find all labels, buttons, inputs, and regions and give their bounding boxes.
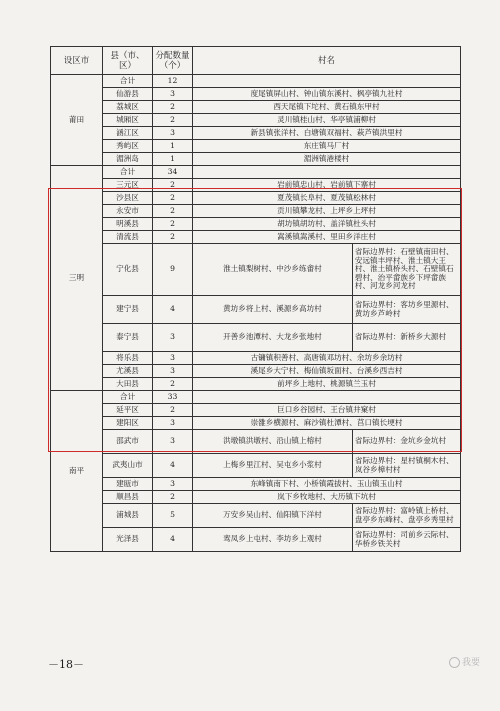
county-cell: 延平区 xyxy=(103,404,153,417)
village-cell xyxy=(193,454,461,478)
table-row xyxy=(51,324,461,352)
table-row xyxy=(51,417,461,430)
table-row xyxy=(51,528,461,552)
count-cell: 4 xyxy=(153,454,193,478)
county-cell: 涵江区 xyxy=(103,127,153,140)
county-cell: 秀屿区 xyxy=(103,140,153,153)
county-cell: 光泽县 xyxy=(103,528,153,552)
village-list: 上梅乡里江村、吴屯乡小浆村 xyxy=(193,454,353,477)
total-row xyxy=(51,391,461,404)
allocation-table xyxy=(50,46,461,552)
count-cell: 4 xyxy=(153,296,193,324)
count-cell: 9 xyxy=(153,244,193,296)
village-list: 万安乡吴山村、仙阳镇下洋村 xyxy=(193,504,353,527)
total-label: 合计 xyxy=(103,75,153,88)
table-body xyxy=(51,47,461,552)
village-cell: 西天尾镇下坨村、黄石镇东甲村 xyxy=(193,101,461,114)
watermark-text: 我要 xyxy=(461,658,480,668)
village-cell: 新县镇张洋村、白塘镇双福村、萩芦镇洪里村 xyxy=(193,127,461,140)
border-village-list: 省际边界村：金坑乡金坑村 xyxy=(354,436,446,446)
county-cell: 建阳区 xyxy=(103,417,153,430)
county-cell: 三元区 xyxy=(103,179,153,192)
total-count: 34 xyxy=(153,166,193,179)
count-cell: 1 xyxy=(153,140,193,153)
village-cell: 古镛镇积善村、高唐镇邓坊村、余坊乡余坊村 xyxy=(193,352,461,365)
county-cell: 建瓯市 xyxy=(103,478,153,491)
count-cell: 4 xyxy=(153,528,193,552)
count-cell: 2 xyxy=(153,378,193,391)
table-row xyxy=(51,430,461,454)
county-cell: 将乐县 xyxy=(103,352,153,365)
total-row xyxy=(51,166,461,179)
page-number: －18－ xyxy=(48,658,84,671)
village-cell: 崇雒乡横源村、麻沙镇杜潭村、莒口镇长埂村 xyxy=(193,417,461,430)
village-cell xyxy=(193,324,461,352)
village-list: 鸾凤乡上屯村、李坊乡上观村 xyxy=(193,528,353,551)
table-row xyxy=(51,296,461,324)
total-village-cell xyxy=(193,166,461,179)
watermark xyxy=(449,655,480,668)
county-cell: 宁化县 xyxy=(103,244,153,296)
table-row xyxy=(51,114,461,127)
village-list: 淮土镇梨树村、中沙乡练畬村 xyxy=(193,244,353,295)
table-row xyxy=(51,101,461,114)
county-cell: 荔城区 xyxy=(103,101,153,114)
village-cell: 度尾镇屏山村、钟山镇东溪村、枫亭镇九社村 xyxy=(193,88,461,101)
village-cell xyxy=(193,430,461,454)
total-village-cell xyxy=(193,391,461,404)
table-row xyxy=(51,179,461,192)
city-cell: 南平 xyxy=(51,391,103,552)
village-split xyxy=(193,244,460,295)
header-count: 分配数量 （个） xyxy=(153,47,193,75)
table-row xyxy=(51,153,461,166)
count-cell: 5 xyxy=(153,504,193,528)
total-row xyxy=(51,75,461,88)
village-list: 洪墩镇洪墩村、沿山镇上榕村 xyxy=(193,430,353,453)
village-cell: 东庄镇马厂村 xyxy=(193,140,461,153)
count-cell: 2 xyxy=(153,205,193,218)
count-cell: 2 xyxy=(153,114,193,127)
border-village-list: 省际边界村：石壁镇南田村、安远镇丰坪村、淮土镇大王村、淮土镇桥头村、石壁镇石碧村、治平畲族乡下坪畲族村、河龙乡河龙村 xyxy=(354,247,454,291)
county-cell: 建宁县 xyxy=(103,296,153,324)
table-row xyxy=(51,218,461,231)
count-cell: 3 xyxy=(153,430,193,454)
table-row xyxy=(51,352,461,365)
village-split xyxy=(193,504,460,527)
village-cell: 东峰镇南下村、小桥镇霞拔村、玉山镇玉山村 xyxy=(193,478,461,491)
village-split xyxy=(193,528,460,551)
village-cell: 巨口乡谷园村、王台镇井窠村 xyxy=(193,404,461,417)
table-row xyxy=(51,127,461,140)
total-count: 33 xyxy=(153,391,193,404)
table-row xyxy=(51,504,461,528)
count-cell: 3 xyxy=(153,352,193,365)
table-row xyxy=(51,491,461,504)
village-cell: 贡川镇攀龙村、上坪乡上坪村 xyxy=(193,205,461,218)
count-cell: 1 xyxy=(153,153,193,166)
count-cell: 3 xyxy=(153,478,193,491)
city-cell: 莆田 xyxy=(51,75,103,166)
village-cell: 胡坊镇胡坊村、盖洋镇杜头村 xyxy=(193,218,461,231)
village-list: 黄坊乡将上村、溪源乡高坊村 xyxy=(193,296,353,323)
table-row xyxy=(51,231,461,244)
header-village: 村名 xyxy=(193,47,461,75)
table-row xyxy=(51,365,461,378)
total-label: 合计 xyxy=(103,391,153,404)
count-cell: 2 xyxy=(153,179,193,192)
total-village-cell xyxy=(193,75,461,88)
border-village-list: 省际边界村：司前乡云际村、华桥乡铁关村 xyxy=(354,529,454,548)
count-cell: 3 xyxy=(153,127,193,140)
table-row xyxy=(51,140,461,153)
county-cell: 邵武市 xyxy=(103,430,153,454)
village-cell: 嵩溪镇嵩溪村、里田乡洋庄村 xyxy=(193,231,461,244)
count-cell: 3 xyxy=(153,417,193,430)
count-cell: 2 xyxy=(153,101,193,114)
village-list: 开善乡池潭村、大龙乡张地村 xyxy=(193,324,353,351)
village-cell: 岩前镇忠山村、岩前镇下寨村 xyxy=(193,179,461,192)
county-cell: 浦城县 xyxy=(103,504,153,528)
city-cell: 三明 xyxy=(51,166,103,391)
table-row xyxy=(51,378,461,391)
county-cell: 顺昌县 xyxy=(103,491,153,504)
village-split xyxy=(193,430,460,453)
county-cell: 泰宁县 xyxy=(103,324,153,352)
table-row xyxy=(51,192,461,205)
village-cell xyxy=(193,528,461,552)
table-row xyxy=(51,404,461,417)
table-row xyxy=(51,244,461,296)
border-village-list: 省际边界村：星村镇桐木村、岚谷乡樟村村 xyxy=(354,455,454,474)
county-cell: 永安市 xyxy=(103,205,153,218)
count-cell: 3 xyxy=(153,365,193,378)
village-split xyxy=(193,324,460,351)
village-cell xyxy=(193,244,461,296)
county-cell: 清流县 xyxy=(103,231,153,244)
village-cell: 溪尾乡大宁村、梅仙镇坂面村、台溪乡西吉村 xyxy=(193,365,461,378)
table-row xyxy=(51,205,461,218)
table-row xyxy=(51,478,461,491)
village-split xyxy=(193,454,460,477)
count-cell: 2 xyxy=(153,404,193,417)
village-cell: 灵川镇桂山村、华亭镇浦柳村 xyxy=(193,114,461,127)
table-row xyxy=(51,88,461,101)
watermark-icon xyxy=(449,657,460,668)
border-village-list: 省际边界村：新桥乡大源村 xyxy=(354,332,446,342)
count-cell: 3 xyxy=(153,88,193,101)
village-cell xyxy=(193,296,461,324)
border-village-list: 省际边界村：客坊乡里源村、黄坊乡芦岭村 xyxy=(354,299,454,318)
village-cell: 夏茂镇长阜村、夏茂镇松林村 xyxy=(193,192,461,205)
village-cell xyxy=(193,504,461,528)
village-cell: 前坪乡上地村、桃源镇兰玉村 xyxy=(193,378,461,391)
table-header-row xyxy=(51,47,461,75)
table-row xyxy=(51,454,461,478)
count-cell: 2 xyxy=(153,231,193,244)
county-cell: 明溪县 xyxy=(103,218,153,231)
village-split xyxy=(193,296,460,323)
county-cell: 大田县 xyxy=(103,378,153,391)
county-cell: 尤溪县 xyxy=(103,365,153,378)
village-cell: 湄洲镇港楼村 xyxy=(193,153,461,166)
header-county: 县（市、 区） xyxy=(103,47,153,75)
county-cell: 城厢区 xyxy=(103,114,153,127)
border-village-list: 省际边界村：富岭镇上桥村、盘亭乡东峰村、盘亭乡秀里村 xyxy=(354,505,454,524)
county-cell: 沙县区 xyxy=(103,192,153,205)
county-cell: 仙游县 xyxy=(103,88,153,101)
count-cell: 3 xyxy=(153,324,193,352)
count-cell: 2 xyxy=(153,491,193,504)
total-label: 合计 xyxy=(103,166,153,179)
village-cell: 岚下乡牧地村、大历镇下坑村 xyxy=(193,491,461,504)
count-cell: 2 xyxy=(153,192,193,205)
county-cell: 武夷山市 xyxy=(103,454,153,478)
total-count: 12 xyxy=(153,75,193,88)
header-city: 设区市 xyxy=(51,47,103,75)
count-cell: 2 xyxy=(153,218,193,231)
county-cell: 湄洲岛 xyxy=(103,153,153,166)
